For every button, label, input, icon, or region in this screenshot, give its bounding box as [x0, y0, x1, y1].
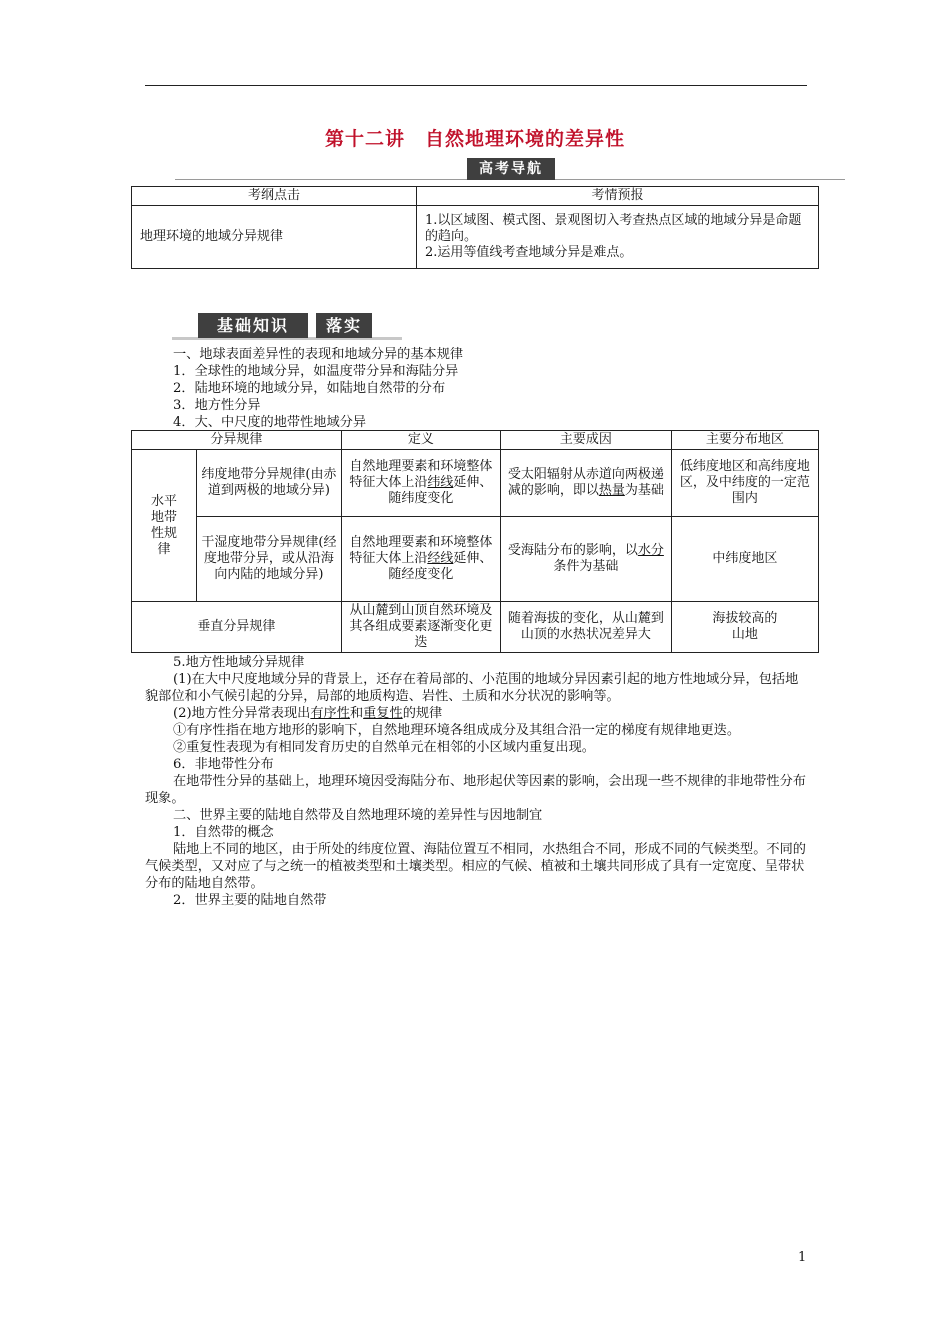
def-text: 自然地理要素和环境整体特征大体上沿 — [349, 459, 493, 490]
section-badge-part2: 落实 — [316, 313, 372, 338]
cause-key: 水分 — [637, 543, 664, 558]
nav-badge: 高考导航 — [467, 158, 555, 180]
text-span: 和 — [349, 706, 364, 721]
text-line: 2．陆地环境的地域分异，如陆地自然带的分布 — [173, 381, 446, 396]
table-row — [132, 517, 819, 602]
def-key: 经线 — [427, 551, 454, 566]
exam-guide-table — [131, 186, 819, 269]
paragraph: ①有序性指在地方地形的影响下，自然地理环境各组成成分及其组合沿一定的梯度有规律地更迭。 — [173, 723, 741, 738]
forecast-2: 2.运用等值线考查地域分异是难点。 — [425, 245, 633, 260]
table-header-row — [132, 431, 819, 450]
group-label: 水平地带性规律 — [150, 493, 177, 557]
section-heading: 6．非地带性分布 — [173, 757, 274, 772]
section-heading: 2．世界主要的陆地自然带 — [173, 893, 327, 908]
main-text — [145, 654, 807, 909]
page-number: 1 — [798, 1250, 807, 1265]
rule-name-cell: 干湿度地带分异规律(经度地带分异，或从沿海向内陆的地域分异) — [197, 517, 342, 602]
header-cell: 分异规律 — [132, 431, 342, 450]
table-header-row — [132, 187, 819, 206]
text-span: 的规律 — [402, 706, 443, 721]
cause-text: 为基础 — [624, 483, 664, 498]
cause-cell — [500, 517, 671, 602]
intro-lines — [145, 346, 807, 431]
header-rule — [145, 85, 807, 86]
table-row — [132, 450, 819, 517]
definition-cell — [341, 450, 500, 517]
cause-key: 热量 — [598, 483, 625, 498]
page-title: 第十二讲 自然地理环境的差异性 — [324, 128, 625, 150]
key-term: 重复性 — [363, 706, 403, 721]
area-text: 海拔较高的山地 — [712, 611, 778, 642]
forecast-1: 1.以区域图、模式图、景观图切入考查热点区域的地域分异是命题的趋向。 — [425, 213, 802, 244]
cause-text: 受海陆分布的影响，以 — [507, 543, 638, 558]
text-line: 4．大、中尺度的地带性地域分异 — [173, 415, 367, 430]
cause-cell — [500, 450, 671, 517]
section-heading: 二、世界主要的陆地自然带及自然地理环境的差异性与因地制宜 — [173, 808, 543, 823]
paragraph: (1)在大中尺度地域分异的背景上，还存在着局部的、小范围的地域分异因素引起的地方性地域分异，包括地貌部位和小气候引起的分异，局部的地质构造、岩性、土质和水分状况的影响等。 — [145, 672, 799, 704]
text-line: 一、地球表面差异性的表现和地域分异的基本规律 — [173, 347, 464, 362]
def-text: 自然地理要素和环境整体特征大体上沿 — [349, 535, 493, 566]
def-text: 延伸、随纬度变化 — [388, 475, 493, 506]
header-cell: 定义 — [341, 431, 500, 450]
header-cell: 考情预报 — [417, 187, 819, 206]
def-key: 纬线 — [427, 475, 454, 490]
table-row — [132, 602, 819, 653]
paragraph: 陆地上不同的地区，由于所处的纬度位置、海陆位置互不相同，水热组合不同，形成不同的气候类型。不同的气候类型，又对应了与之统一的植被类型和土壤类型。相应的气候、植被和土壤共同形成了具有一定宽度、呈带状分布的陆地自然带。 — [145, 842, 806, 891]
definition-cell — [341, 517, 500, 602]
cause-cell: 随着海拔的变化，从山麓到山顶的水热状况差异大 — [500, 602, 671, 653]
section-heading: 5.地方性地域分异规律 — [173, 655, 305, 670]
section-badge-part1: 基础知识 — [198, 313, 308, 338]
paragraph: ②重复性表现为有相同发育历史的自然单元在相邻的小区域内重复出现。 — [173, 740, 595, 755]
text-span: (2)地方性分异常表现出 — [173, 706, 311, 721]
group-label-cell — [132, 450, 197, 602]
table-row — [132, 206, 819, 269]
text-line: 3．地方性分异 — [173, 398, 261, 413]
header-cell: 考纲点击 — [132, 187, 417, 206]
section-heading: 1．自然带的概念 — [173, 825, 274, 840]
paragraph — [145, 705, 807, 722]
rule-name-cell: 纬度地带分异规律(由赤道到两极的地域分异) — [197, 450, 342, 517]
definition-cell: 从山麓到山顶自然环境及其各组成要素逐渐变化更迭 — [341, 602, 500, 653]
table-cell: 地理环境的地域分异规律 — [132, 206, 417, 269]
area-cell: 低纬度地区和高纬度地区，及中纬度的一定范围内 — [671, 450, 818, 517]
area-cell — [671, 602, 818, 653]
cause-text: 受太阳辐射从赤道向两极递减的影响，即以 — [507, 467, 664, 498]
header-cell: 主要成因 — [500, 431, 671, 450]
rule-name-cell: 垂直分异规律 — [132, 602, 342, 653]
table-cell — [417, 206, 819, 269]
header-cell: 主要分布地区 — [671, 431, 818, 450]
text-line: 1．全球性的地域分异，如温度带分异和海陆分异 — [173, 364, 459, 379]
cause-text: 条件为基础 — [553, 559, 619, 574]
area-cell: 中纬度地区 — [671, 517, 818, 602]
key-term: 有序性 — [310, 706, 350, 721]
def-text: 延伸、随经度变化 — [388, 551, 493, 582]
zonal-rules-table — [131, 430, 819, 653]
paragraph: 在地带性分异的基础上，地理环境因受海陆分布、地形起伏等因素的影响，会出现一些不规律的非地带性分布现象。 — [145, 774, 806, 806]
